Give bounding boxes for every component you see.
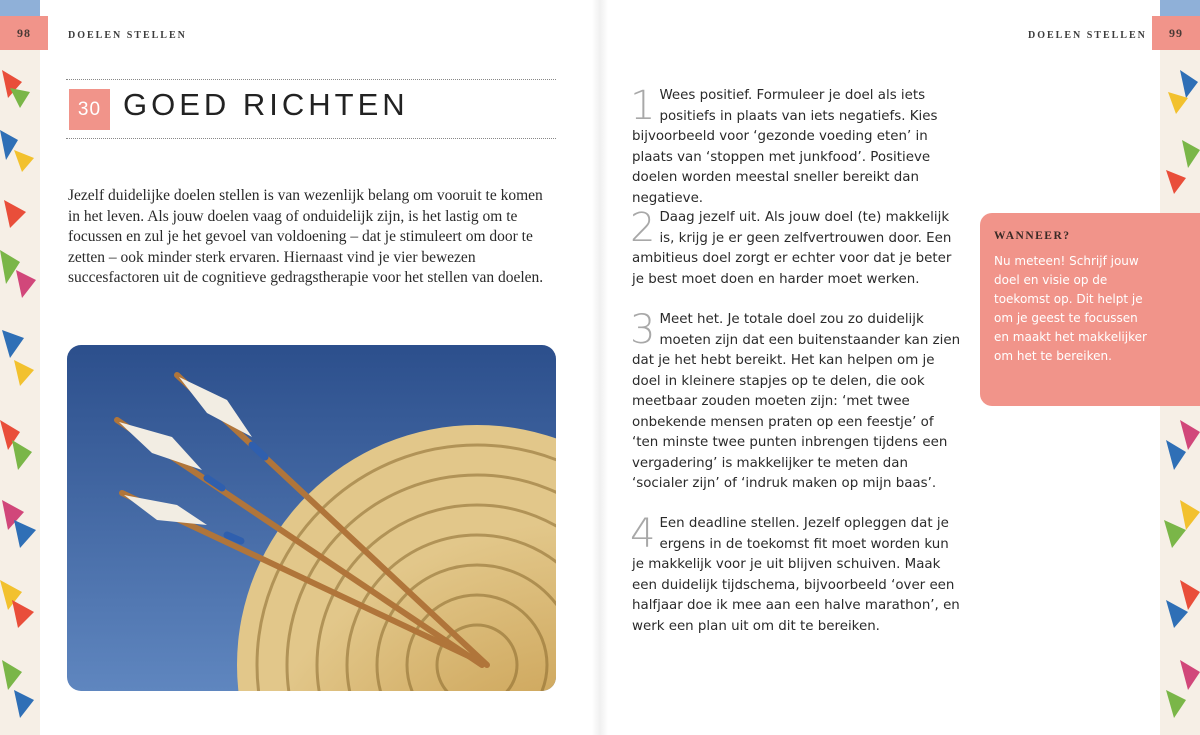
title-rule-bottom	[66, 138, 556, 139]
step-1	[630, 83, 962, 209]
intro-paragraph: Jezelf duidelijke doelen stellen is van wezenlijk belang om vooruit te komen in het leven. Als jouw doelen vaag of onduidelijk zijn, is het lastig om te focussen en zul je het gevoel van voldoening – dat je stimuleert om door te zetten – ook minder sterk ervaren. Hiernaast vind je vier bewezen succesfactoren uit de cognitieve gedragstherapie voor het stellen van doelen.	[68, 187, 544, 287]
step-4-number: 4	[630, 511, 656, 557]
page-number-right: 99	[1152, 16, 1200, 50]
running-head-right: DOELEN STELLEN	[1028, 30, 1147, 41]
step-3	[630, 307, 962, 495]
title-rule-top	[66, 79, 556, 80]
step-3-number: 3	[630, 307, 656, 353]
running-head-left: DOELEN STELLEN	[68, 30, 187, 41]
step-3-text: Meet het. Je totale doel zou zo duidelijk moeten zijn dat een buitenstaander kan zien dat je het hebt bereikt. Het kan helpen om je doel in kleinere stapjes op te delen, die ook meetbaar zouden moeten zijn: ‘met twee onbekende mensen praten op een feestje’ of ‘ten minste twee punten inbrengen tijdens een vergadering’ is makkelijker te meten dan ‘socialer zijn’ of ‘indruk maken op mijn baas’.	[632, 312, 961, 491]
book-spine-shadow	[592, 0, 608, 735]
chapter-title: GOED RICHTEN	[123, 87, 409, 122]
chapter-number-badge: 30	[69, 89, 110, 130]
archery-target-photo	[67, 345, 556, 691]
step-4-text: Een deadline stellen. Jezelf opleggen dat je ergens in de toekomst fit moet worden kun je makkelijk voor je uit blijven schuiven. Maak een duidelijk tijdschema, bijvoorbeeld ‘over een halfjaar doe ik mee aan een halve marathon’, en werk een plan uit om dit te bereiken.	[632, 516, 960, 634]
step-1-text: Wees positief. Formuleer je doel als iets positiefs in plaats van iets negatiefs. Kies bijvoorbeeld voor ‘gezonde voeding eten’ in plaats van ‘stoppen met junkfood’. Positieve doelen worden meestal sneller bereikt dan negatieve.	[632, 88, 938, 206]
callout-body: Nu meteen! Schrijf jouw doel en visie op de toekomst op. Dit helpt je om je geest te focussen en maakt het makkelijker om het te bereiken.	[994, 254, 1147, 363]
step-2	[630, 205, 962, 290]
step-2-text: Daag jezelf uit. Als jouw doel (te) makkelijk is, krijg je er geen zelfvertrouwen door. Een ambitieus doel zorgt er echter voor dat je beter je best moet doen en harder moet werken.	[632, 210, 952, 287]
callout-box	[980, 213, 1200, 406]
step-4	[630, 511, 962, 637]
step-2-number: 2	[630, 205, 656, 251]
callout-title: WANNEER?	[994, 230, 1071, 242]
decorative-bird-border-left	[0, 0, 40, 735]
step-1-number: 1	[630, 83, 656, 129]
page-number-left: 98	[0, 16, 48, 50]
